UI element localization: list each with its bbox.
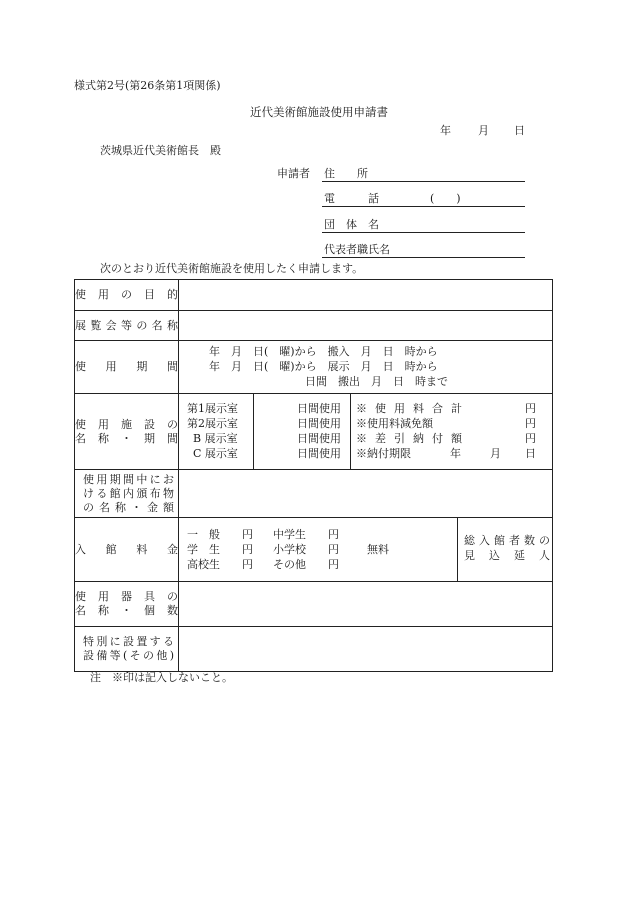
admission-student: 学 生 円: [187, 543, 253, 556]
admission-other: その他 円: [273, 558, 339, 571]
visitors-label-1: 総入館者数の: [464, 534, 550, 547]
facility-divider-1: [253, 394, 254, 469]
period-label: 使用期間: [75, 341, 179, 394]
period-line-3: 日間 搬出 月 日 時まで: [305, 375, 448, 388]
group-label: 団 体 名: [324, 218, 379, 231]
phone-label: 電 話: [324, 192, 379, 205]
row-admission: [75, 518, 553, 582]
exhibition-name-label: 展覧会等の名称: [75, 311, 179, 341]
facility-label-2: 名称・期間: [75, 431, 178, 445]
phone-parens: ( ): [430, 192, 461, 205]
row-exhibition-name: [75, 311, 553, 341]
equipment-label-1: 使用器具の: [75, 590, 178, 603]
fee-reduction-label: ※使用料減免額: [356, 417, 433, 430]
usage-3: 日間使用: [297, 432, 341, 445]
purpose-field[interactable]: [179, 280, 553, 311]
facility-label: [75, 394, 179, 470]
applicant-heading: 申請者: [277, 167, 310, 180]
fee-net-unit: 円: [525, 432, 536, 445]
fee-total-unit: 円: [525, 402, 536, 415]
usage-1: 日間使用: [297, 402, 341, 415]
row-distribution: [75, 470, 553, 518]
period-line-1: 年 月 日( 曜)から 搬入 月 日 時から: [209, 345, 438, 358]
facility-divider-2: [350, 394, 351, 469]
equipment-label: [75, 582, 179, 627]
row-period: [75, 341, 553, 394]
exhibition-name-field[interactable]: [179, 311, 553, 341]
distribution-label-2: ける館内頒布物: [83, 486, 174, 500]
room-2: 第2展示室: [187, 417, 238, 430]
admission-general: 一 般 円: [187, 528, 253, 541]
representative-label: 代表者職氏名: [324, 243, 390, 256]
admission-elementary: 小学校 円: [273, 543, 339, 556]
visitors-divider: [457, 518, 458, 581]
date-month: 月: [478, 124, 489, 137]
special-label: [75, 627, 179, 672]
period-line-2: 年 月 日( 曜)から 展示 月 日 時から: [209, 360, 438, 373]
room-c: C 展示室: [193, 447, 238, 460]
page-title: 近代美術館施設使用申請書: [250, 105, 388, 119]
special-label-2: 設備等(その他): [83, 649, 174, 662]
admission-label: 入館料金: [75, 518, 179, 582]
purpose-label: 使用の目的: [75, 280, 179, 311]
admission-field[interactable]: [179, 518, 553, 582]
row-purpose: [75, 280, 553, 311]
deadline-day: 日: [525, 447, 536, 460]
fee-net-label: ※差引納付額: [356, 432, 462, 445]
form-id: 様式第2号(第26条第1項関係): [74, 79, 221, 92]
admission-free: 無料: [367, 543, 389, 556]
fee-reduction-unit: 円: [525, 417, 536, 430]
distribution-label-3: の名称・金額: [83, 500, 174, 514]
admission-junior-high: 中学生 円: [273, 528, 339, 541]
application-table: [74, 279, 553, 672]
row-special: [75, 627, 553, 672]
facility-label-1: 使用施設の: [75, 417, 178, 431]
special-field[interactable]: [179, 627, 553, 672]
group-line[interactable]: [322, 232, 525, 233]
equipment-label-2: 名称・個数: [75, 604, 178, 617]
deadline-label: ※納付期限: [356, 447, 411, 460]
date-year: 年: [440, 124, 451, 137]
usage-4: 日間使用: [297, 447, 341, 460]
representative-line[interactable]: [322, 257, 525, 258]
special-label-1: 特別に設置する: [83, 635, 174, 648]
footnote: 注 ※印は記入しないこと。: [90, 671, 233, 684]
admission-highschool: 高校生 円: [187, 558, 253, 571]
address-line[interactable]: [322, 181, 525, 182]
row-facility: [75, 394, 553, 470]
deadline-month: 月: [490, 447, 501, 460]
room-1: 第1展示室: [187, 402, 238, 415]
equipment-field[interactable]: [179, 582, 553, 627]
addressee: 茨城県近代美術館長 殿: [100, 144, 221, 157]
distribution-field[interactable]: [179, 470, 553, 518]
phone-line[interactable]: [322, 206, 525, 207]
address-label: 住 所: [324, 167, 368, 180]
distribution-label-1: 使用期間中にお: [83, 472, 174, 486]
fee-total-label: ※使用料合計: [356, 402, 462, 415]
deadline-year: 年: [450, 447, 461, 460]
facility-field[interactable]: [179, 394, 553, 470]
period-field[interactable]: [179, 341, 553, 394]
visitors-label-2: 見込延人: [464, 549, 550, 562]
distribution-label: [75, 470, 179, 518]
date-day: 日: [514, 124, 525, 137]
row-equipment: [75, 582, 553, 627]
usage-2: 日間使用: [297, 417, 341, 430]
room-b: B 展示室: [193, 432, 238, 445]
intro-text: 次のとおり近代美術館施設を使用したく申請します。: [100, 262, 364, 275]
